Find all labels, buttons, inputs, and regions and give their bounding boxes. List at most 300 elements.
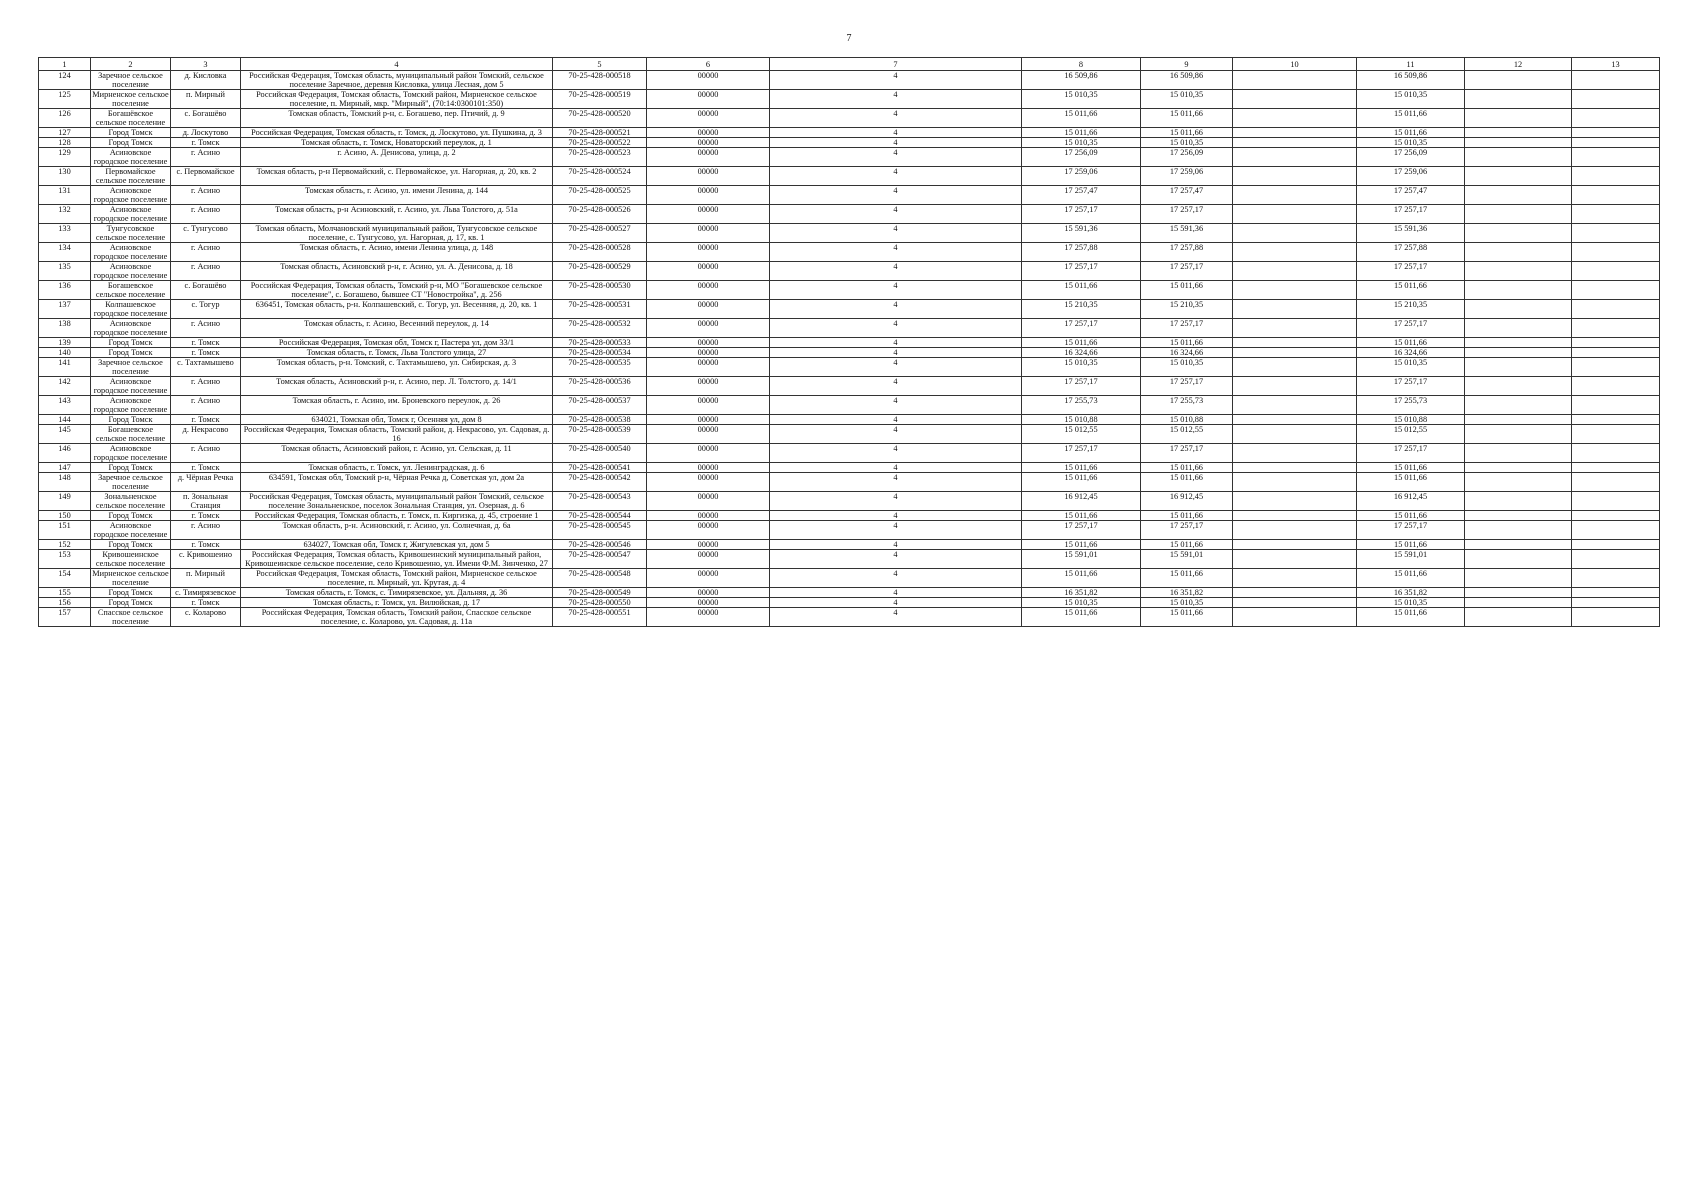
col13-cell xyxy=(1572,608,1660,627)
col11-value-cell: 15 011,66 xyxy=(1357,281,1465,300)
municipality-cell: Тунгусовское сельское поселение xyxy=(91,224,171,243)
column-number-row xyxy=(39,58,1660,71)
col10-cell xyxy=(1233,473,1357,492)
settlement-cell: д. Лоскутово xyxy=(171,128,241,138)
cadastral-number-cell: 70-25-428-000527 xyxy=(553,224,647,243)
municipality-cell: Город Томск xyxy=(91,463,171,473)
col10-cell xyxy=(1233,148,1357,167)
code-cell: 00000 xyxy=(647,138,770,148)
code-cell: 00000 xyxy=(647,167,770,186)
table-row xyxy=(39,243,1660,262)
address-cell: Российская Федерация, Томская область, муниципальный район Томский, сельское поселение Заречное, деревня Кисловка, улица Лесная, дом 5 xyxy=(241,71,553,90)
col9-value-cell: 16 509,86 xyxy=(1141,71,1233,90)
col11-value-cell: 15 012,55 xyxy=(1357,425,1465,444)
code-cell: 00000 xyxy=(647,511,770,521)
municipality-cell: Зональненское сельское поселение xyxy=(91,492,171,511)
col12-cell xyxy=(1465,205,1572,224)
settlement-cell: д. Кисловка xyxy=(171,71,241,90)
row-number-cell: 147 xyxy=(39,463,91,473)
cadastral-number-cell: 70-25-428-000525 xyxy=(553,186,647,205)
municipality-cell: Заречное сельское поселение xyxy=(91,71,171,90)
cadastral-number-cell: 70-25-428-000551 xyxy=(553,608,647,627)
address-cell: Российская Федерация, Томская область, г. Томск, п. Киргизка, д. 45, строение 1 xyxy=(241,511,553,521)
settlement-cell: д. Чёрная Речка xyxy=(171,473,241,492)
col9-value-cell: 15 012,55 xyxy=(1141,425,1233,444)
table-row xyxy=(39,148,1660,167)
col8-value-cell: 15 011,66 xyxy=(1022,281,1141,300)
col12-cell xyxy=(1465,608,1572,627)
col12-cell xyxy=(1465,300,1572,319)
municipality-cell: Асиновское городское поселение xyxy=(91,205,171,224)
address-cell: Российская Федерация, Томская область, Томский район, д. Некрасово, ул. Садовая, д. 16 xyxy=(241,425,553,444)
col13-cell xyxy=(1572,396,1660,415)
col9-value-cell: 15 210,35 xyxy=(1141,300,1233,319)
col8-value-cell: 16 912,45 xyxy=(1022,492,1141,511)
municipality-cell: Город Томск xyxy=(91,588,171,598)
settlement-cell: г. Асино xyxy=(171,319,241,338)
settlement-cell: п. Зональная Станция xyxy=(171,492,241,511)
col12-cell xyxy=(1465,473,1572,492)
address-cell: Томская область, р-н Асиновский, г. Асино, ул. Льва Толстого, д. 51а xyxy=(241,205,553,224)
column-header: 6 xyxy=(647,58,770,71)
col13-cell xyxy=(1572,186,1660,205)
col9-value-cell: 17 255,73 xyxy=(1141,396,1233,415)
table-row xyxy=(39,281,1660,300)
column-header: 10 xyxy=(1233,58,1357,71)
col8-value-cell: 15 011,66 xyxy=(1022,540,1141,550)
col13-cell xyxy=(1572,444,1660,463)
municipality-cell: Асиновское городское поселение xyxy=(91,243,171,262)
municipality-cell: Город Томск xyxy=(91,415,171,425)
col13-cell xyxy=(1572,425,1660,444)
row-number-cell: 139 xyxy=(39,338,91,348)
cadastral-number-cell: 70-25-428-000518 xyxy=(553,71,647,90)
col7-cell: 4 xyxy=(770,608,1022,627)
table-row xyxy=(39,338,1660,348)
col10-cell xyxy=(1233,186,1357,205)
col7-cell: 4 xyxy=(770,377,1022,396)
table-row xyxy=(39,377,1660,396)
row-number-cell: 149 xyxy=(39,492,91,511)
address-cell: Российская Федерация, Томская область, г. Томск, д. Лоскутово, ул. Пушкина, д. 3 xyxy=(241,128,553,138)
column-header: 9 xyxy=(1141,58,1233,71)
address-cell: Томская область, р-н. Томский, с. Тахтамышево, ул. Сибирская, д. 3 xyxy=(241,358,553,377)
cadastral-number-cell: 70-25-428-000545 xyxy=(553,521,647,540)
col8-value-cell: 17 257,17 xyxy=(1022,377,1141,396)
col7-cell: 4 xyxy=(770,444,1022,463)
col13-cell xyxy=(1572,138,1660,148)
address-cell: Томская область, Томский р-н, с. Богашево, пер. Птичий, д. 9 xyxy=(241,109,553,128)
table-row xyxy=(39,415,1660,425)
col9-value-cell: 15 011,66 xyxy=(1141,473,1233,492)
col10-cell xyxy=(1233,281,1357,300)
col8-value-cell: 15 011,66 xyxy=(1022,569,1141,588)
col8-value-cell: 15 010,35 xyxy=(1022,138,1141,148)
col10-cell xyxy=(1233,598,1357,608)
col11-value-cell: 15 591,36 xyxy=(1357,224,1465,243)
table-row xyxy=(39,167,1660,186)
row-number-cell: 131 xyxy=(39,186,91,205)
col13-cell xyxy=(1572,415,1660,425)
col11-value-cell: 17 257,17 xyxy=(1357,205,1465,224)
table-row xyxy=(39,128,1660,138)
col7-cell: 4 xyxy=(770,224,1022,243)
col8-value-cell: 16 351,82 xyxy=(1022,588,1141,598)
col11-value-cell: 16 509,86 xyxy=(1357,71,1465,90)
col10-cell xyxy=(1233,425,1357,444)
table-row xyxy=(39,492,1660,511)
table-row xyxy=(39,463,1660,473)
code-cell: 00000 xyxy=(647,338,770,348)
col12-cell xyxy=(1465,224,1572,243)
address-cell: Томская область, Асиновский район, г. Асино, ул. Сельская, д. 11 xyxy=(241,444,553,463)
settlement-cell: г. Томск xyxy=(171,463,241,473)
col9-value-cell: 17 257,17 xyxy=(1141,262,1233,281)
col11-value-cell: 15 010,88 xyxy=(1357,415,1465,425)
code-cell: 00000 xyxy=(647,598,770,608)
code-cell: 00000 xyxy=(647,148,770,167)
municipality-cell: Город Томск xyxy=(91,598,171,608)
row-number-cell: 151 xyxy=(39,521,91,540)
col9-value-cell: 15 011,66 xyxy=(1141,128,1233,138)
code-cell: 00000 xyxy=(647,300,770,319)
settlement-cell: г. Асино xyxy=(171,262,241,281)
address-cell: 634021, Томская обл, Томск г, Осенняя ул, дом 8 xyxy=(241,415,553,425)
col11-value-cell: 17 257,17 xyxy=(1357,521,1465,540)
col12-cell xyxy=(1465,550,1572,569)
col9-value-cell: 15 010,35 xyxy=(1141,598,1233,608)
col11-value-cell: 15 010,35 xyxy=(1357,358,1465,377)
col10-cell xyxy=(1233,415,1357,425)
code-cell: 00000 xyxy=(647,473,770,492)
col10-cell xyxy=(1233,109,1357,128)
row-number-cell: 134 xyxy=(39,243,91,262)
column-header: 13 xyxy=(1572,58,1660,71)
address-cell: 634027, Томская обл, Томск г, Жигулевская ул, дом 5 xyxy=(241,540,553,550)
col9-value-cell: 15 010,35 xyxy=(1141,138,1233,148)
col7-cell: 4 xyxy=(770,205,1022,224)
settlement-cell: г. Томск xyxy=(171,138,241,148)
code-cell: 00000 xyxy=(647,348,770,358)
col8-value-cell: 17 255,73 xyxy=(1022,396,1141,415)
col8-value-cell: 15 011,66 xyxy=(1022,473,1141,492)
col10-cell xyxy=(1233,262,1357,281)
code-cell: 00000 xyxy=(647,262,770,281)
municipality-cell: Асиновское городское поселение xyxy=(91,319,171,338)
col9-value-cell: 15 011,66 xyxy=(1141,109,1233,128)
address-cell: Томская область, г. Томск, ул. Ленинградская, д. 6 xyxy=(241,463,553,473)
settlement-cell: г. Томск xyxy=(171,598,241,608)
col9-value-cell: 17 257,17 xyxy=(1141,205,1233,224)
table-row xyxy=(39,396,1660,415)
address-cell: Российская Федерация, Томская область, муниципальный район Томский, сельское поселение Зональненское, поселок Зональная Станция, ул. Озерная, д. 6 xyxy=(241,492,553,511)
col10-cell xyxy=(1233,608,1357,627)
municipality-cell: Город Томск xyxy=(91,540,171,550)
col7-cell: 4 xyxy=(770,463,1022,473)
municipality-cell: Город Томск xyxy=(91,511,171,521)
cadastral-number-cell: 70-25-428-000534 xyxy=(553,348,647,358)
municipality-cell: Асиновское городское поселение xyxy=(91,148,171,167)
col12-cell xyxy=(1465,348,1572,358)
col7-cell: 4 xyxy=(770,425,1022,444)
col9-value-cell: 15 011,66 xyxy=(1141,281,1233,300)
row-number-cell: 124 xyxy=(39,71,91,90)
col8-value-cell: 17 257,17 xyxy=(1022,521,1141,540)
table-row xyxy=(39,540,1660,550)
code-cell: 00000 xyxy=(647,224,770,243)
col11-value-cell: 15 010,35 xyxy=(1357,138,1465,148)
cadastral-number-cell: 70-25-428-000535 xyxy=(553,358,647,377)
cadastral-number-cell: 70-25-428-000520 xyxy=(553,109,647,128)
table-row xyxy=(39,90,1660,109)
address-cell: 634591, Томская обл, Томский р-н, Чёрная Речка д, Советская ул, дом 2а xyxy=(241,473,553,492)
column-header: 1 xyxy=(39,58,91,71)
col8-value-cell: 15 010,35 xyxy=(1022,598,1141,608)
settlement-cell: г. Асино xyxy=(171,205,241,224)
table-row xyxy=(39,511,1660,521)
col9-value-cell: 17 257,17 xyxy=(1141,377,1233,396)
municipality-cell: Богашёвское сельское поселение xyxy=(91,109,171,128)
col8-value-cell: 17 257,17 xyxy=(1022,319,1141,338)
col7-cell: 4 xyxy=(770,109,1022,128)
col10-cell xyxy=(1233,138,1357,148)
col12-cell xyxy=(1465,511,1572,521)
col11-value-cell: 17 257,17 xyxy=(1357,377,1465,396)
cadastral-number-cell: 70-25-428-000521 xyxy=(553,128,647,138)
cadastral-number-cell: 70-25-428-000519 xyxy=(553,90,647,109)
cadastral-number-cell: 70-25-428-000536 xyxy=(553,377,647,396)
col12-cell xyxy=(1465,492,1572,511)
col7-cell: 4 xyxy=(770,281,1022,300)
col13-cell xyxy=(1572,148,1660,167)
code-cell: 00000 xyxy=(647,90,770,109)
municipality-cell: Мирненское сельское поселение xyxy=(92,90,169,108)
col7-cell: 4 xyxy=(770,598,1022,608)
col7-cell: 4 xyxy=(770,167,1022,186)
column-header: 11 xyxy=(1357,58,1465,71)
settlement-cell: п. Мирный xyxy=(171,569,241,588)
address-cell: Российская Федерация, Томская область, Томский р-н, МО "Богашевское сельское поселение", с. Богашево, бывшее СТ "Новостройка", д. 256 xyxy=(241,281,553,300)
col11-value-cell: 17 257,17 xyxy=(1357,444,1465,463)
col12-cell xyxy=(1465,588,1572,598)
col8-value-cell: 15 011,66 xyxy=(1022,608,1141,627)
col11-value-cell: 15 010,35 xyxy=(1357,90,1465,109)
address-cell: Российская Федерация, Томская область, Томский район, Мирненское сельское поселение, п. Мирный, ул. Крутая, д. 4 xyxy=(241,569,553,588)
col10-cell xyxy=(1233,492,1357,511)
col10-cell xyxy=(1233,396,1357,415)
cadastral-number-cell: 70-25-428-000526 xyxy=(553,205,647,224)
row-number-cell: 146 xyxy=(39,444,91,463)
cadastral-number-cell: 70-25-428-000541 xyxy=(553,463,647,473)
settlement-cell: г. Асино xyxy=(171,444,241,463)
column-header: 5 xyxy=(553,58,647,71)
col8-value-cell: 15 591,01 xyxy=(1022,550,1141,569)
municipality-cell: Асиновское городское поселение xyxy=(91,444,171,463)
address-cell: Российская Федерация, Томская область, Кривошеинский муниципальный район, Кривошеинское сельское поселение, село Кривошеино, ул. Имени Ф.М. Зинченко, 27 xyxy=(241,550,553,569)
code-cell: 00000 xyxy=(647,186,770,205)
row-number-cell: 138 xyxy=(39,319,91,338)
col11-value-cell: 17 257,17 xyxy=(1357,319,1465,338)
municipality-cell: Город Томск xyxy=(91,338,171,348)
table-row xyxy=(39,588,1660,598)
col10-cell xyxy=(1233,90,1357,109)
settlement-cell: г. Асино xyxy=(171,148,241,167)
col8-value-cell: 15 010,35 xyxy=(1022,358,1141,377)
row-number-cell: 133 xyxy=(39,224,91,243)
code-cell: 00000 xyxy=(647,588,770,598)
municipality-cell: Асиновское городское поселение xyxy=(91,521,171,540)
municipality-cell: Город Томск xyxy=(91,348,171,358)
col11-value-cell: 15 011,66 xyxy=(1357,128,1465,138)
col7-cell: 4 xyxy=(770,521,1022,540)
col8-value-cell: 15 210,35 xyxy=(1022,300,1141,319)
cadastral-number-cell: 70-25-428-000530 xyxy=(553,281,647,300)
col8-value-cell: 17 257,47 xyxy=(1022,186,1141,205)
col10-cell xyxy=(1233,224,1357,243)
col9-value-cell: 16 912,45 xyxy=(1141,492,1233,511)
col10-cell xyxy=(1233,550,1357,569)
col11-value-cell: 15 011,66 xyxy=(1357,463,1465,473)
cadastral-number-cell: 70-25-428-000529 xyxy=(553,262,647,281)
col12-cell xyxy=(1465,186,1572,205)
col13-cell xyxy=(1572,492,1660,511)
table-row xyxy=(39,348,1660,358)
code-cell: 00000 xyxy=(647,396,770,415)
col7-cell: 4 xyxy=(770,148,1022,167)
table-row xyxy=(39,550,1660,569)
col10-cell xyxy=(1233,71,1357,90)
address-cell: Томская область, г. Асино, Весенний переулок, д. 14 xyxy=(241,319,553,338)
col13-cell xyxy=(1572,224,1660,243)
col11-value-cell: 15 591,01 xyxy=(1357,550,1465,569)
settlement-cell: г. Асино xyxy=(171,377,241,396)
col13-cell xyxy=(1572,540,1660,550)
col12-cell xyxy=(1465,598,1572,608)
col9-value-cell: 17 257,17 xyxy=(1141,444,1233,463)
address-cell: Томская область, г. Асино, имени Ленина улица, д. 148 xyxy=(241,243,553,262)
municipality-cell: Богашевское сельское поселение xyxy=(91,281,171,300)
col13-cell xyxy=(1572,109,1660,128)
address-cell: 636451, Томская область, р-н. Колпашевский, с. Тогур, ул. Весенняя, д. 20, кв. 1 xyxy=(241,300,553,319)
code-cell: 00000 xyxy=(647,243,770,262)
col8-value-cell: 15 011,66 xyxy=(1022,463,1141,473)
col8-value-cell: 17 259,06 xyxy=(1022,167,1141,186)
row-number-cell: 153 xyxy=(39,550,91,569)
col9-value-cell: 15 010,88 xyxy=(1141,415,1233,425)
cadastral-number-cell: 70-25-428-000540 xyxy=(553,444,647,463)
address-cell: Томская область, р-н Первомайский, с. Первомайское, ул. Нагорная, д. 20, кв. 2 xyxy=(241,167,553,186)
col8-value-cell: 17 257,17 xyxy=(1022,262,1141,281)
col13-cell xyxy=(1572,167,1660,186)
code-cell: 00000 xyxy=(647,463,770,473)
col13-cell xyxy=(1572,281,1660,300)
cadastral-number-cell: 70-25-428-000531 xyxy=(553,300,647,319)
col11-value-cell: 17 259,06 xyxy=(1357,167,1465,186)
cadastral-number-cell: 70-25-428-000533 xyxy=(553,338,647,348)
row-number-cell: 155 xyxy=(39,588,91,598)
code-cell: 00000 xyxy=(647,550,770,569)
address-cell: Томская область, Асиновский р-н, г. Асино, ул. А. Денисова, д. 18 xyxy=(241,262,553,281)
col7-cell: 4 xyxy=(770,300,1022,319)
col13-cell xyxy=(1572,205,1660,224)
code-cell: 00000 xyxy=(647,377,770,396)
address-cell: г. Асино, А. Денисова, улица, д. 2 xyxy=(241,148,553,167)
col8-value-cell: 15 011,66 xyxy=(1022,128,1141,138)
row-number-cell: 137 xyxy=(39,300,91,319)
table-row xyxy=(39,425,1660,444)
code-cell: 00000 xyxy=(647,492,770,511)
col9-value-cell: 16 351,82 xyxy=(1141,588,1233,598)
col7-cell: 4 xyxy=(770,492,1022,511)
col12-cell xyxy=(1465,396,1572,415)
table-row xyxy=(39,521,1660,540)
column-header: 3 xyxy=(171,58,241,71)
settlement-cell: г. Томск xyxy=(171,415,241,425)
col12-cell xyxy=(1465,128,1572,138)
col10-cell xyxy=(1233,338,1357,348)
col9-value-cell: 15 010,35 xyxy=(1141,358,1233,377)
col9-value-cell: 17 256,09 xyxy=(1141,148,1233,167)
row-number-cell: 136 xyxy=(39,281,91,300)
col10-cell xyxy=(1233,521,1357,540)
row-number-cell: 126 xyxy=(39,109,91,128)
col8-value-cell: 15 011,66 xyxy=(1022,338,1141,348)
row-number-cell: 148 xyxy=(39,473,91,492)
settlement-cell: с. Богашёво xyxy=(171,109,241,128)
col7-cell: 4 xyxy=(770,473,1022,492)
col7-cell: 4 xyxy=(770,415,1022,425)
municipality-cell: Заречное сельское поселение xyxy=(91,473,171,492)
address-cell: Томская область, г. Томск, Льва Толстого улица, 27 xyxy=(241,348,553,358)
col10-cell xyxy=(1233,377,1357,396)
col9-value-cell: 15 011,66 xyxy=(1141,540,1233,550)
col10-cell xyxy=(1233,444,1357,463)
col8-value-cell: 16 509,86 xyxy=(1022,71,1141,90)
col12-cell xyxy=(1465,444,1572,463)
col12-cell xyxy=(1465,425,1572,444)
settlement-cell: г. Томск xyxy=(171,511,241,521)
cadastral-number-cell: 70-25-428-000542 xyxy=(553,473,647,492)
col10-cell xyxy=(1233,569,1357,588)
municipality-cell: Заречное сельское поселение xyxy=(91,358,171,377)
col8-value-cell: 17 256,09 xyxy=(1022,148,1141,167)
col10-cell xyxy=(1233,205,1357,224)
col11-value-cell: 16 912,45 xyxy=(1357,492,1465,511)
col9-value-cell: 17 259,06 xyxy=(1141,167,1233,186)
row-number-cell: 140 xyxy=(39,348,91,358)
col9-value-cell: 15 011,66 xyxy=(1141,608,1233,627)
col13-cell xyxy=(1572,550,1660,569)
col10-cell xyxy=(1233,348,1357,358)
row-number-cell: 132 xyxy=(39,205,91,224)
settlement-cell: г. Томск xyxy=(171,348,241,358)
col9-value-cell: 15 011,66 xyxy=(1141,463,1233,473)
col7-cell: 4 xyxy=(770,243,1022,262)
col12-cell xyxy=(1465,148,1572,167)
col9-value-cell: 17 257,17 xyxy=(1141,319,1233,338)
col7-cell: 4 xyxy=(770,396,1022,415)
col8-value-cell: 17 257,88 xyxy=(1022,243,1141,262)
cadastral-number-cell: 70-25-428-000538 xyxy=(553,415,647,425)
col8-value-cell: 15 012,55 xyxy=(1022,425,1141,444)
col13-cell xyxy=(1572,319,1660,338)
row-number-cell: 142 xyxy=(39,377,91,396)
municipality-cell: Город Томск xyxy=(91,138,171,148)
col11-value-cell: 15 011,66 xyxy=(1357,338,1465,348)
table-row xyxy=(39,569,1660,588)
col12-cell xyxy=(1465,138,1572,148)
settlement-cell: г. Асино xyxy=(171,396,241,415)
